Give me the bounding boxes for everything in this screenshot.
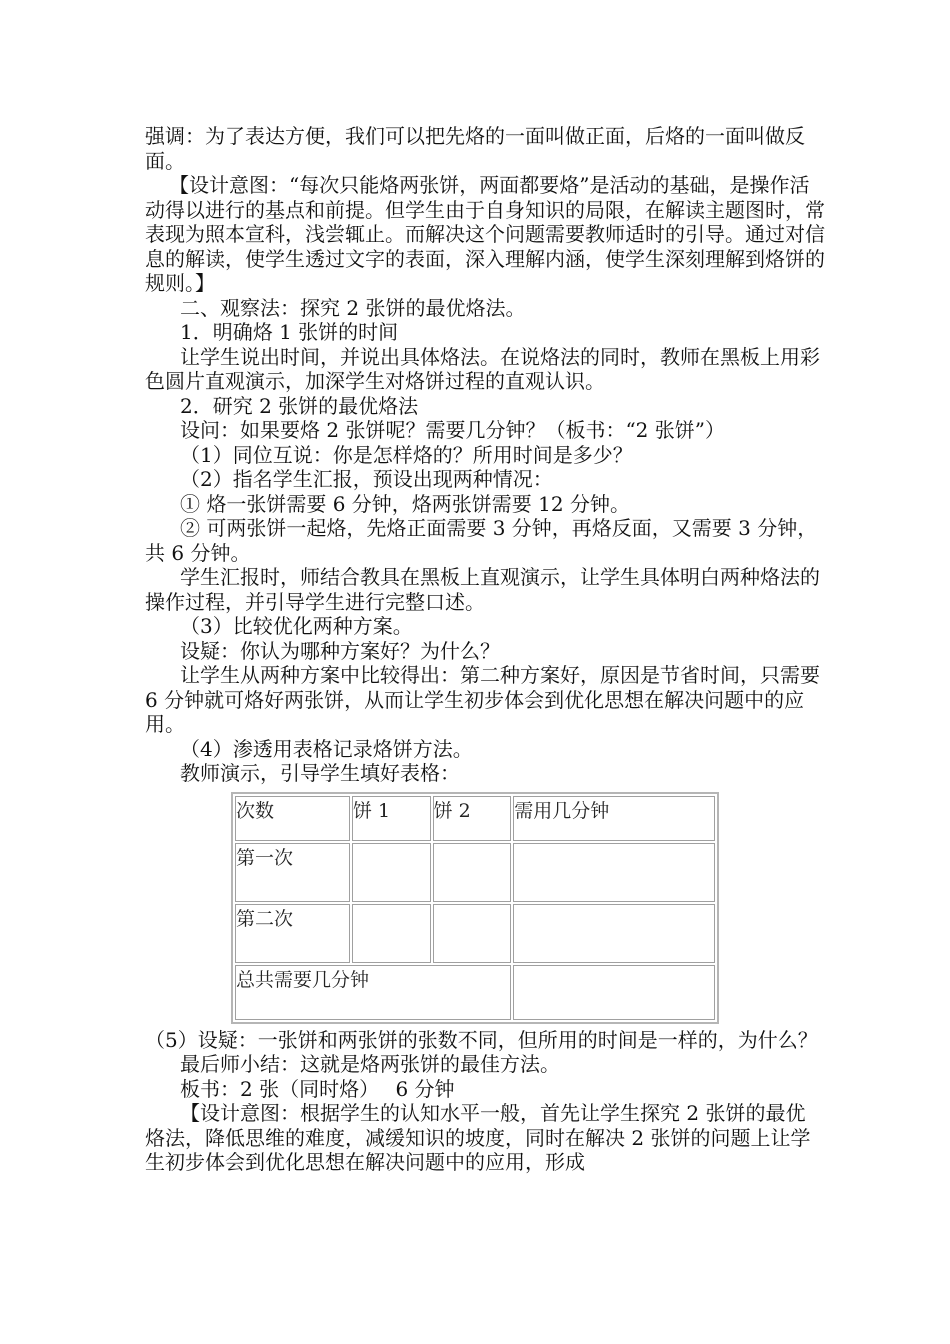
table-total-row — [235, 965, 715, 1020]
paragraph-case-2: ② 可两张饼一起烙，先烙正面需要 3 分钟，再烙反面，又需要 3 分钟，共 6 分钟。 — [145, 516, 818, 565]
paragraph-compare: 让学生从两种方案中比较得出：第二种方案好，原因是节省时间，只需要 6 分钟就可烙好两张饼，从而让学生初步体会到优化思想在解决问题中的应用。 — [145, 663, 820, 736]
table-cell-empty — [513, 904, 715, 963]
paragraph-case-1: ① 烙一张饼需要 6 分钟，烙两张饼需要 12 分钟。 — [180, 491, 630, 516]
subheading-one-cake-time: 1．明确烙 1 张饼的时间 — [180, 320, 399, 344]
table-row — [235, 904, 715, 963]
table-cell-empty — [433, 843, 512, 902]
paragraph-design-intent-1: 【设计意图：“每次只能烙两张饼，两面都要烙”是活动的基础，是操作活动得以进行的基点和前提。但学生由于自身知识的局限，在解读主题图时，常表现为照本宣科，浅尝辄止。而解决这个问题需要教师适时的引导。通过对信息的解读，使学生透过文字的表面，深入理解内涵，使学生深刻理解到烙饼的规则。】 — [145, 173, 825, 295]
paragraph-board-note: 板书：2 张（同时烙） 6 分钟 — [180, 1076, 455, 1101]
table-header-cell: 饼 2 — [433, 796, 512, 841]
table-total-label: 总共需要几分钟 — [235, 965, 511, 1020]
table-header-cell: 饼 1 — [352, 796, 431, 841]
table-cell-empty — [352, 904, 431, 963]
document-body — [145, 124, 825, 1175]
paragraph-step-1: （1）同位互说：你是怎样烙的？所用时间是多少？ — [180, 442, 633, 467]
paragraph-step-5: （5）设疑：一张饼和两张饼的张数不同，但所用的时间是一样的，为什么？ — [145, 1027, 818, 1052]
table-row — [235, 843, 715, 902]
paragraph-step-3: （3）比较优化两种方案。 — [180, 614, 413, 638]
paragraph-question: 设问：如果要烙 2 张饼呢？需要几分钟？（板书：“2 张饼”） — [180, 418, 725, 442]
paragraph-emphasis: 强调：为了表达方便，我们可以把先烙的一面叫做正面，后烙的一面叫做反面。 — [145, 124, 805, 173]
record-table-wrapper — [231, 792, 825, 1024]
paragraph-step-2: （2）指名学生汇报，预设出现两种情况： — [180, 467, 553, 491]
record-table — [231, 792, 719, 1024]
table-row-label: 第二次 — [235, 904, 350, 963]
table-cell-empty — [352, 843, 431, 902]
paragraph-student-explain: 让学生说出时间，并说出具体烙法。在说烙法的同时，教师在黑板上用彩色圆片直观演示，加深学生对烙饼过程的直观认识。 — [145, 344, 820, 393]
table-header-cell: 次数 — [235, 796, 350, 841]
paragraph-summary: 最后师小结：这就是烙两张饼的最佳方法。 — [180, 1052, 560, 1076]
table-row-label: 第一次 — [235, 843, 350, 902]
paragraph-design-intent-2: 【设计意图：根据学生的认知水平一般，首先让学生探究 2 张饼的最优烙法，降低思维的难度，减缓知识的坡度，同时在解决 2 张饼的问题上让学生初步体会到优化思想在解决问题中的应用，形成 — [145, 1101, 811, 1174]
table-cell-empty — [433, 904, 512, 963]
paragraph-report: 学生汇报时，师结合教具在黑板上直观演示，让学生具体明白两种烙法的操作过程，并引导学生进行完整口述。 — [145, 565, 820, 614]
table-header-cell: 需用几分钟 — [513, 796, 715, 841]
table-cell-empty — [513, 843, 715, 902]
paragraph-teacher-demo: 教师演示，引导学生填好表格： — [180, 761, 460, 785]
table-cell-empty — [513, 965, 715, 1020]
section-heading-observation: 二、观察法：探究 2 张饼的最优烙法。 — [180, 295, 526, 320]
table-header-row — [235, 796, 715, 841]
subheading-two-cakes: 2．研究 2 张饼的最优烙法 — [180, 393, 419, 418]
paragraph-doubt: 设疑：你认为哪种方案好？为什么？ — [180, 638, 500, 663]
paragraph-step-4: （4）渗透用表格记录烙饼方法。 — [180, 736, 473, 761]
